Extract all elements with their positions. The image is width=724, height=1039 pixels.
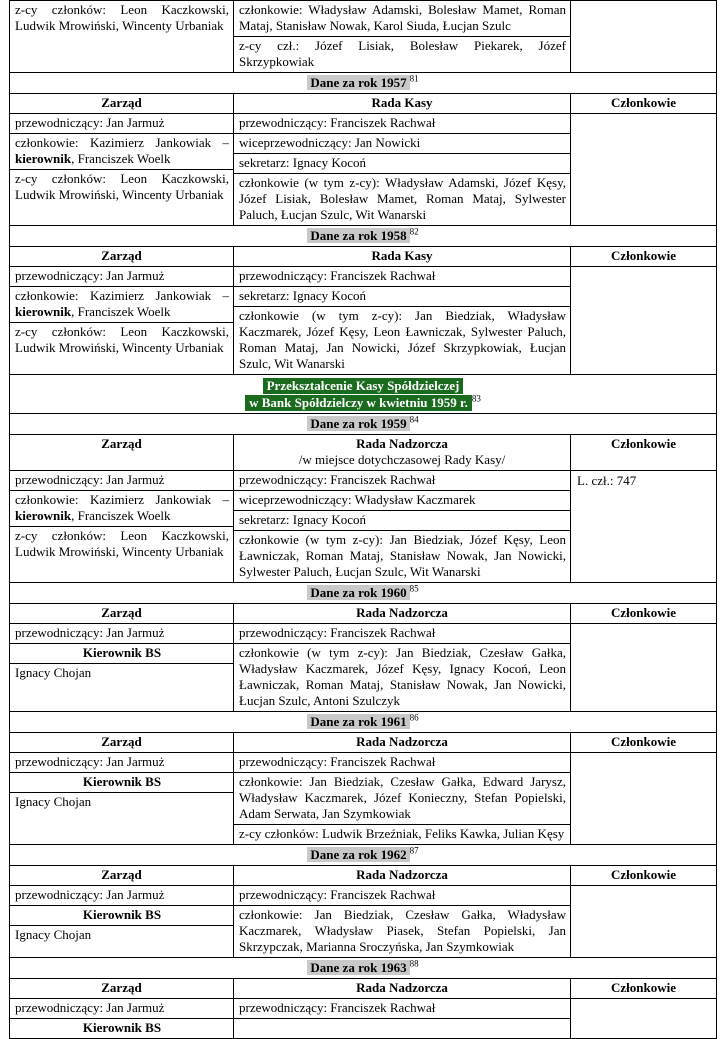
col-header-rada-nadzorcza (234, 435, 571, 471)
cell-kierownik-bs-name: Ignacy Chojan (15, 927, 92, 942)
cell-zarzad-zcy-czlonkow: z-cy członków: Leon Kaczkowski, Ludwik Mrowiński, Wincenty Urbaniak (15, 528, 229, 559)
cell-rada-czlonkowie: członkowie: Jan Biedziak, Czesław Gałka, Edward Jarysz, Władysław Kaczmarek, Józef Konieczny, Stefan Popielski, Adam Serwata, Jan Szymkowiak (234, 773, 570, 825)
cell-kierownik-bs-header: Kierownik BS (82, 1020, 162, 1035)
column-rada (234, 114, 571, 225)
year-banner-label: Dane za rok 1963 (307, 960, 409, 975)
cell-rada-przewodniczacy: przewodniczący: Franciszek Rachwał (234, 886, 570, 906)
cell-kierownik-bs-header: Kierownik BS (10, 644, 233, 664)
col-header-rada-nadzorcza: Rada Nadzorcza (234, 604, 571, 624)
cell-czlonkowie-empty (571, 999, 716, 1038)
col-header-rada-nadzorcza: Rada Nadzorcza (234, 866, 571, 886)
cell-rada-przewodniczacy: przewodniczący: Franciszek Rachwał (234, 624, 570, 644)
body-row-1961 (10, 753, 716, 844)
col-header-czlonkowie: Członkowie (571, 979, 716, 999)
column-zarzad (10, 886, 234, 957)
col-header-zarzad: Zarząd (10, 733, 234, 753)
header-row-1960 (10, 604, 716, 624)
footnote-ref: 81 (409, 73, 419, 84)
header-row-1959 (10, 435, 716, 471)
col-header-czlonkowie: Członkowie (571, 94, 716, 114)
footnote-ref: 84 (409, 414, 419, 425)
cell-zarzad-przewodniczacy: przewodniczący: Jan Jarmuż (10, 114, 233, 134)
body-row-1963 (10, 999, 716, 1038)
col-header-rada-kasy: Rada Kasy (234, 94, 571, 114)
col-header-zarzad: Zarząd (10, 866, 234, 886)
highlighted-text: Przekształcenie Kasy Spółdzielczej (263, 378, 464, 394)
cell-rada-przewodniczacy: przewodniczący: Franciszek Rachwał (234, 999, 570, 1019)
cell-rada-przewodniczacy: przewodniczący: Franciszek Rachwał (234, 471, 570, 491)
column-rada (234, 267, 571, 374)
cell-zarzad-zcy-czlonkow: z-cy członków: Leon Kaczkowski, Ludwik Mrowiński, Wincenty Urbaniak (15, 171, 229, 202)
cell-rada-empty (234, 1019, 570, 1038)
text-segment: , Franciszek Woelk (71, 151, 171, 166)
cell-rada-sekretarz: sekretarz: Ignacy Kocoń (234, 511, 570, 531)
cell-rada-czlonkowie: członkowie (w tym z-cy): Władysław Adamski, Józef Kęsy, Józef Lisiak, Bolesław Mamet, Roman Mataj, Sylwester Paluch, Łucjan Szulc, Wit Wanarski (239, 175, 566, 222)
header-row-1962 (10, 866, 716, 886)
transformation-note-line2 (10, 394, 716, 411)
column-rada (234, 471, 571, 582)
cell-rada-sekretarz: sekretarz: Ignacy Kocoń (234, 154, 570, 174)
footnote-ref: 85 (409, 583, 419, 594)
col-header-czlonkowie: Członkowie (571, 733, 716, 753)
body-row-1962 (10, 886, 716, 957)
text-segment: członkowie: Kazimierz Jankowiak – (15, 135, 229, 150)
col-header-zarzad: Zarząd (10, 435, 234, 471)
column-zarzad (10, 1, 234, 72)
year-banner-label: Dane za rok 1957 (307, 75, 409, 90)
cell-czlonkowie-empty (571, 753, 716, 844)
column-zarzad (10, 267, 234, 374)
column-zarzad (10, 114, 234, 225)
cell-zarzad-zcy-czlonkow: z-cy członków: Leon Kaczkowski, Ludwik Mrowiński, Wincenty Urbaniak (15, 324, 229, 355)
year-banner-1957 (10, 72, 716, 93)
cell-rada-czlonkowie: członkowie (w tym z-cy): Jan Biedziak, Władysław Kaczmarek, Józef Kęsy, Leon Ławniczak, Sylwester Paluch, Roman Mataj, Jan Nowicki, Józef Skrzypkowiak, Łucjan Szulc, Wit Wanarski (239, 308, 566, 371)
header-row-1961 (10, 733, 716, 753)
cell-zarzad-przewodniczacy: przewodniczący: Jan Jarmuż (10, 753, 233, 773)
body-row-1960 (10, 624, 716, 711)
cell-rada-zcy: z-cy czł.: Józef Lisiak, Bolesław Piekarek, Józef Skrzypkowiak (239, 38, 566, 69)
year-banner-label: Dane za rok 1960 (307, 585, 409, 600)
cell-zarzad-przewodniczacy: przewodniczący: Jan Jarmuż (10, 471, 233, 491)
body-row-1957 (10, 114, 716, 225)
highlighted-text: w Bank Spółdzielczy w kwietniu 1959 r. (245, 395, 472, 411)
cell-rada-sekretarz: sekretarz: Ignacy Kocoń (234, 287, 570, 307)
year-banner-1960 (10, 582, 716, 603)
column-rada (234, 624, 571, 711)
cell-zarzad-przewodniczacy: przewodniczący: Jan Jarmuż (10, 267, 233, 287)
cell-rada-czlonkowie: członkowie: Jan Biedziak, Czesław Gałka, Władysław Kaczmarek, Władysław Piasek, Stefan Popielski, Jan Skrzypczak, Marianna Sroczyńska, Jan Szymkowiak (239, 907, 566, 954)
text-segment: , Franciszek Woelk (71, 508, 171, 523)
text-segment-bold: kierownik (15, 304, 72, 319)
col-header-zarzad: Zarząd (10, 247, 234, 267)
cell-rada-wiceprzewodniczacy: wiceprzewodniczący: Władysław Kaczmarek (234, 491, 570, 511)
block-1960 (10, 603, 716, 711)
cell-kierownik-bs-name: Ignacy Chojan (15, 665, 92, 680)
cell-zarzad-przewodniczacy: przewodniczący: Jan Jarmuż (10, 999, 233, 1019)
footnote-ref: 87 (409, 845, 419, 856)
year-banner-label: Dane za rok 1958 (307, 228, 409, 243)
text-segment: członkowie: Kazimierz Jankowiak – (15, 492, 229, 507)
col-header-zarzad: Zarząd (10, 979, 234, 999)
column-zarzad (10, 999, 234, 1038)
cell-rada-czlonkowie: członkowie (w tym z-cy): Jan Biedziak, Czesław Gałka, Władysław Kaczmarek, Józef Kęsy, Ignacy Kocoń, Leon Ławniczak, Roman Mataj, Stanisław Nowak, Jan Nowicki, Łucjan Szulc, Antoni Szulczyk (239, 645, 566, 708)
footnote-ref: 86 (409, 712, 419, 723)
column-zarzad (10, 753, 234, 844)
block-1959 (10, 434, 716, 582)
cell-kierownik-bs-header: Kierownik BS (10, 773, 233, 793)
cell-czlonkowie-empty (571, 267, 716, 374)
header-row-1957 (10, 94, 716, 114)
block-continuation (10, 1, 716, 72)
text-segment: , Franciszek Woelk (71, 304, 171, 319)
cell-czlonkowie-empty (571, 886, 716, 957)
block-1963 (10, 978, 716, 1038)
cell-zarzad-przewodniczacy: przewodniczący: Jan Jarmuż (10, 624, 233, 644)
year-banner-1959 (10, 413, 716, 434)
col-header-czlonkowie: Członkowie (571, 604, 716, 624)
text-segment-bold: kierownik (15, 508, 72, 523)
year-banner-1958 (10, 225, 716, 246)
footnote-ref: 88 (409, 958, 419, 969)
footnote-ref: 83 (471, 393, 481, 404)
block-1957 (10, 93, 716, 225)
col-header-note: /w miejsce dotychczasowej Rady Kasy/ (298, 452, 506, 467)
column-rada (234, 753, 571, 844)
col-header-zarzad: Zarząd (10, 604, 234, 624)
cell-rada-zcy: z-cy członków: Ludwik Brzeźniak, Feliks Kawka, Julian Kęsy (239, 826, 565, 841)
cell-czlonkowie-empty (571, 1, 716, 72)
col-header-czlonkowie: Członkowie (571, 247, 716, 267)
header-row-1958 (10, 247, 716, 267)
column-zarzad (10, 624, 234, 711)
block-1958 (10, 246, 716, 374)
column-rada (234, 1, 571, 72)
cell-rada-przewodniczacy: przewodniczący: Franciszek Rachwał (234, 114, 570, 134)
cell-rada-czlonkowie: członkowie: Władysław Adamski, Bolesław Mamet, Roman Mataj, Stanisław Nowak, Karol Siuda, Łucjan Szulc (234, 1, 570, 37)
transformation-note (10, 374, 716, 413)
year-banner-label: Dane za rok 1959 (307, 416, 409, 431)
col-header-zarzad: Zarząd (10, 94, 234, 114)
header-row-1963 (10, 979, 716, 999)
column-zarzad (10, 471, 234, 582)
cell-rada-przewodniczacy: przewodniczący: Franciszek Rachwał (234, 753, 570, 773)
body-row-1959 (10, 471, 716, 582)
cell-zarzad-czlonkowie (10, 287, 233, 323)
cell-rada-czlonkowie: członkowie (w tym z-cy): Jan Biedziak, Józef Kęsy, Leon Ławniczak, Roman Mataj, Stanisław Nowak, Jan Nowicki, Sylwester Paluch, Łucjan Szulc, Wit Wanarski (239, 532, 566, 579)
footnote-ref: 82 (409, 226, 419, 237)
col-header-czlonkowie: Członkowie (571, 866, 716, 886)
cell-czlonkowie-empty (571, 114, 716, 225)
text-segment-bold: kierownik (15, 151, 72, 166)
cell-rada-wiceprzewodniczacy: wiceprzewodniczący: Jan Nowicki (234, 134, 570, 154)
col-header-rada-nadzorcza: Rada Nadzorcza (234, 733, 571, 753)
cell-kierownik-bs-name: Ignacy Chojan (15, 794, 92, 809)
year-banner-1962 (10, 844, 716, 865)
bank-organs-table (9, 0, 717, 1039)
col-header-czlonkowie: Członkowie (571, 435, 716, 471)
cell-czlonkowie-count: L. czł.: 747 (577, 473, 637, 488)
cell-rada-przewodniczacy: przewodniczący: Franciszek Rachwał (234, 267, 570, 287)
cell-kierownik-bs-header: Kierownik BS (10, 906, 233, 926)
column-rada (234, 886, 571, 957)
year-banner-1961 (10, 711, 716, 732)
cell-zarzad-czlonkowie (10, 134, 233, 170)
col-header-rada-nadzorcza: Rada Nadzorcza (234, 979, 571, 999)
year-banner-1963 (10, 957, 716, 978)
transformation-note-line1 (10, 377, 716, 394)
cell-czlonkowie-empty (571, 624, 716, 711)
cell-zarzad-zcy-czlonkow: z-cy członków: Leon Kaczkowski, Ludwik Mrowiński, Wincenty Urbaniak (15, 2, 229, 33)
cell-zarzad-przewodniczacy: przewodniczący: Jan Jarmuż (10, 886, 233, 906)
col-header-rada-kasy: Rada Kasy (234, 247, 571, 267)
year-banner-label: Dane za rok 1962 (307, 847, 409, 862)
column-rada (234, 999, 571, 1038)
col-header-title: Rada Nadzorcza (356, 436, 448, 451)
year-banner-label: Dane za rok 1961 (307, 714, 409, 729)
block-1962 (10, 865, 716, 957)
text-segment: członkowie: Kazimierz Jankowiak – (15, 288, 229, 303)
cell-zarzad-czlonkowie (10, 491, 233, 527)
block-1961 (10, 732, 716, 844)
body-row-1958 (10, 267, 716, 374)
